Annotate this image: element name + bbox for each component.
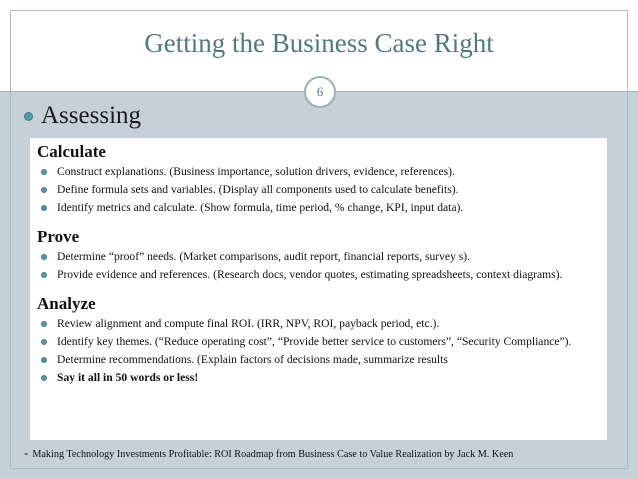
list-item-text: Determine “proof” needs. (Market comparisons, audit report, financial reports, survey s). — [57, 250, 471, 263]
list-item-text: Say it all in 50 words or less! — [57, 371, 199, 384]
section-title-analyze: Analyze — [37, 294, 96, 313]
list-item-text: Review alignment and compute final ROI. (IRR, NPV, ROI, payback period, etc.). — [57, 317, 440, 330]
list-item — [37, 352, 599, 368]
section-title-prove: Prove — [37, 227, 80, 246]
slide-heading-text: Assessing — [41, 102, 142, 129]
section-title-calculate: Calculate — [37, 142, 106, 161]
footnote-text: Making Technology Investments Profitable: ROI Roadmap from Business Case to Value Realization by Jack M. Keen — [32, 449, 514, 460]
list-item-text: Identify key themes. (“Reduce operating cost”, “Provide better service to customers”, “Security Compliance”). — [57, 335, 572, 348]
bullet-icon — [41, 187, 47, 193]
page-number-badge: 6 — [304, 76, 336, 108]
bullet-icon — [41, 339, 47, 345]
list-item — [37, 267, 599, 283]
list-item-text: Construct explanations. (Business importance, solution drivers, evidence, references). — [57, 165, 455, 178]
list-item-text: Identify metrics and calculate. (Show formula, time period, % change, KPI, input data). — [57, 201, 464, 214]
list-item — [37, 334, 599, 350]
list-item — [37, 249, 599, 265]
slide-heading — [24, 100, 141, 132]
bullet-icon — [41, 375, 47, 381]
slide-title: Getting the Business Case Right — [144, 28, 494, 58]
list-item-text: Provide evidence and references. (Research docs, vendor quotes, estimating spreadsheets, context diagrams). — [57, 268, 563, 281]
bullet-icon — [41, 272, 47, 278]
bullet-icon — [41, 254, 47, 260]
list-item-text: Define formula sets and variables. (Display all components used to calculate benefits). — [57, 183, 459, 196]
bullet-icon — [41, 169, 47, 175]
list-item — [37, 200, 599, 216]
list-item-emphasis — [37, 370, 599, 386]
list-item — [37, 182, 599, 198]
content-panel — [30, 138, 607, 440]
bullet-icon — [41, 321, 47, 327]
footnote-dash: - — [24, 445, 29, 460]
bullet-icon — [41, 205, 47, 211]
citation-footnote — [24, 445, 624, 461]
bullet-icon — [41, 357, 47, 363]
list-item — [37, 316, 599, 332]
list-item-text: Determine recommendations. (Explain factors of decisions made, summarize results — [57, 353, 448, 366]
list-item — [37, 164, 599, 180]
bullet-icon — [24, 112, 33, 121]
